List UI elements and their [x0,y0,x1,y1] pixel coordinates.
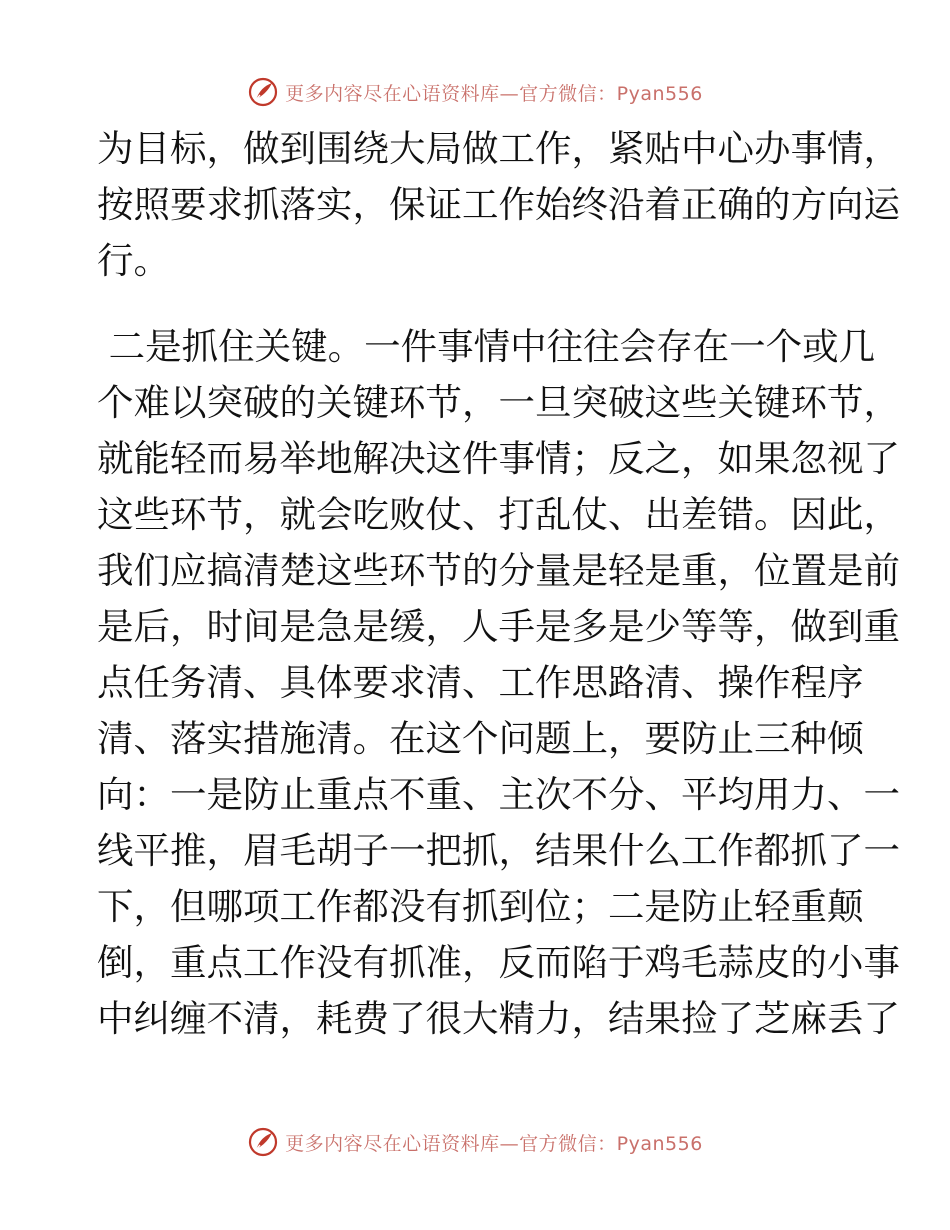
text-line: 向：一是防止重点不重、主次不分、平均用力、一 [97,773,900,816]
watermark-wechat-id: Pyan556 [616,1132,703,1155]
paragraph-spacer [97,289,857,319]
document-body [97,121,900,1047]
text-line: 就能轻而易举地解决这件事情；反之，如果忽视了 [97,437,900,480]
text-line: 线平推，眉毛胡子一把抓，结果什么工作都抓了一 [97,829,900,872]
text-line: 是后，时间是急是缓，人手是多是少等等，做到重 [97,605,900,648]
text-line: 倒，重点工作没有抓准，反而陷于鸡毛蒜皮的小事 [97,941,900,984]
text-line: 下，但哪项工作都没有抓到位；二是防止轻重颠 [97,885,864,928]
quill-logo-icon [247,1126,279,1158]
text-line: 点任务清、具体要求清、工作思路清、操作程序 [97,661,864,704]
header-watermark [0,72,950,112]
paragraph [97,319,900,1047]
text-line: 清、落实措施清。在这个问题上，要防止三种倾 [97,717,864,760]
text-line: 我们应搞清楚这些环节的分量是轻是重，位置是前 [97,549,900,592]
watermark-text: 更多内容尽在心语资料库—官方微信：Pyan556 [285,82,703,105]
text-line: 行。 [97,239,170,282]
text-line: 按照要求抓落实，保证工作始终沿着正确的方向运 [97,183,900,226]
text-line: 为目标，做到围绕大局做工作，紧贴中心办事情， [97,127,900,170]
quill-logo-icon [247,76,279,108]
watermark-text: 更多内容尽在心语资料库—官方微信：Pyan556 [285,1132,703,1155]
text-line: 个难以突破的关键环节，一旦突破这些关键环节， [97,381,900,424]
text-line: 这些环节，就会吃败仗、打乱仗、出差错。因此， [97,493,900,536]
text-line: 中纠缠不清，耗费了很大精力，结果捡了芝麻丢了 [97,997,900,1040]
paragraph [97,121,900,289]
footer-watermark [0,1122,950,1162]
watermark-wechat-id: Pyan556 [616,82,703,105]
text-line: 二是抓住关键。一件事情中往往会存在一个或几 [97,325,876,368]
